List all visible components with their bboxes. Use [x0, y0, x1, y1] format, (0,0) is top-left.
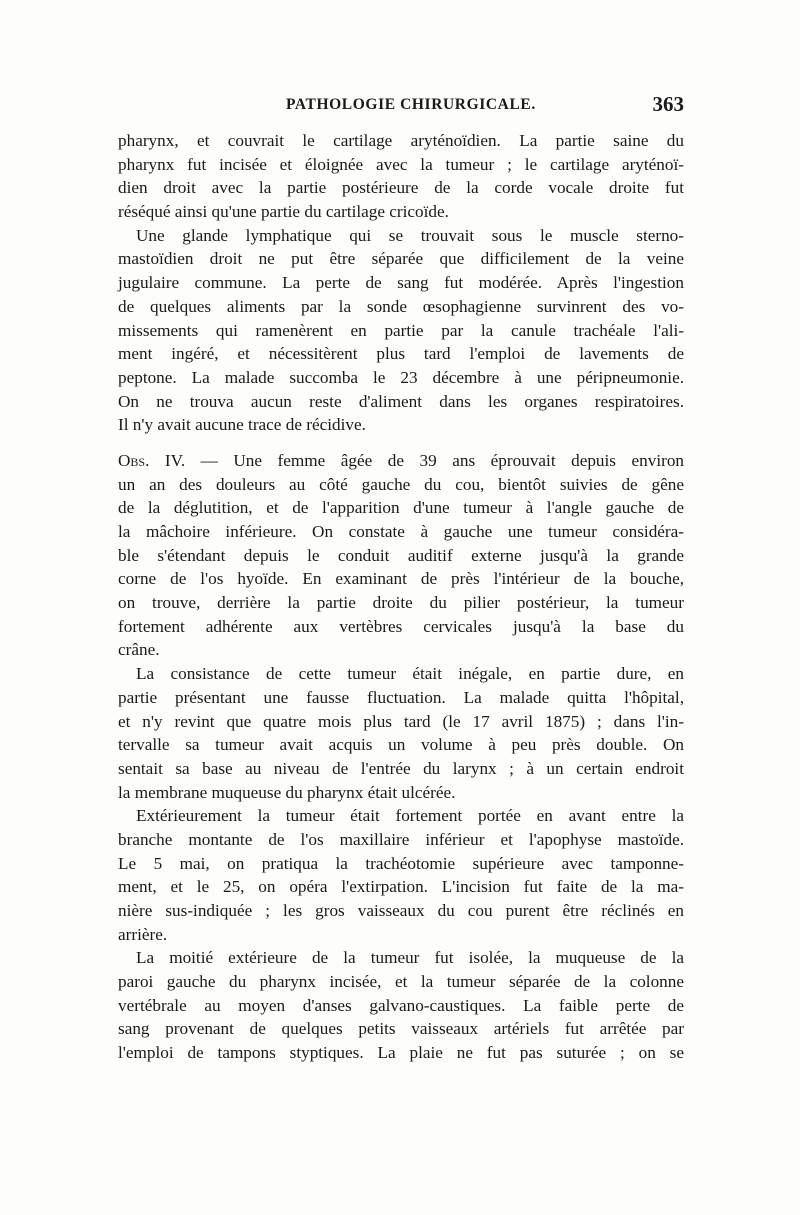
text-line: mastoïdien droit ne put être séparée que difficilement de la veine: [118, 249, 684, 269]
text-line: [118, 449, 684, 473]
text-line: peptone. La malade succomba le 23 décembre à une péripneumonie.: [118, 367, 684, 387]
text-line: de quelques aliments par la sonde œsophagienne survinrent des vo-: [118, 296, 684, 316]
text-line: crâne.: [118, 640, 160, 660]
paragraph-1: [118, 129, 684, 224]
text-line: Extérieurement la tumeur était fortement portée en avant entre la: [136, 806, 684, 826]
page-number: 363: [652, 92, 684, 116]
text-line: ment ingéré, et nécessitèrent plus tard l'emploi de lavements de: [118, 344, 684, 364]
text-line: de la déglutition, et de l'apparition d'une tumeur à l'angle gauche de: [118, 498, 684, 518]
text-line: fortement adhérente aux vertèbres cervicales jusqu'à la base du: [118, 616, 684, 636]
observation-first-line: — Une femme âgée de 39 ans éprouvait depuis environ: [200, 450, 685, 470]
observation-label: Obs. IV.: [118, 450, 186, 470]
text-line: ble s'étendant depuis le conduit auditif externe jusqu'à la grande: [118, 545, 684, 565]
text-line: On ne trouva aucun reste d'aliment dans les organes respiratoires.: [118, 391, 684, 411]
text-line: tervalle sa tumeur avait acquis un volume à peu près double. On: [118, 735, 684, 755]
text-line: et n'y revint que quatre mois plus tard (le 17 avril 1875) ; dans l'in-: [118, 711, 684, 731]
text-line: La moitié extérieure de la tumeur fut isolée, la muqueuse de la: [136, 948, 684, 968]
text-line: partie présentant une fausse fluctuation. La malade quitta l'hôpital,: [118, 687, 684, 707]
text-line: paroi gauche du pharynx incisée, et la tumeur séparée de la colonne: [118, 972, 684, 992]
text-line: jugulaire commune. La perte de sang fut modérée. Après l'ingestion: [118, 273, 684, 293]
paragraph-4: [118, 662, 684, 804]
text-line: la membrane muqueuse du pharynx était ulcérée.: [118, 782, 456, 802]
observation-iv: [118, 449, 684, 662]
text-line: branche montante de l'os maxillaire inférieur et l'apophyse mastoïde.: [118, 829, 684, 849]
text-line: vertébrale au moyen d'anses galvano-caustiques. La faible perte de: [118, 995, 684, 1015]
text-line: La consistance de cette tumeur était inégale, en partie dure, en: [136, 664, 684, 684]
running-title: PATHOLOGIE CHIRURGICALE.: [286, 96, 536, 113]
text-line: réséqué ainsi qu'une partie du cartilage cricoïde.: [118, 202, 449, 222]
text-line: corne de l'os hyoïde. En examinant de près l'intérieur de la bouche,: [118, 569, 684, 589]
text-line: missements qui ramenèrent en partie par la canule trachéale l'ali-: [118, 320, 684, 340]
paragraph-5: [118, 804, 684, 946]
body-text: [118, 129, 684, 1065]
paragraph-2: [118, 224, 684, 437]
text-line: pharynx, et couvrait le cartilage aryténoïdien. La partie saine du: [118, 131, 684, 150]
text-line: nière sus-indiquée ; les gros vaisseaux du cou purent être réclinés en: [118, 901, 684, 920]
text-line: Il n'y avait aucune trace de récidive.: [118, 415, 366, 435]
text-line: l'emploi de tampons styptiques. La plaie ne fut pas suturée ; on se: [118, 1043, 684, 1063]
section-gap: [118, 437, 684, 449]
text-line: dien droit avec la partie postérieure de la corde vocale droite fut: [118, 178, 684, 198]
text-line: arrière.: [118, 924, 168, 944]
text-line: un an des douleurs au côté gauche du cou, bientôt suivies de gêne: [118, 474, 684, 494]
text-line: sentait sa base au niveau de l'entrée du larynx ; à un certain endroit: [118, 758, 684, 778]
text-line: la mâchoire inférieure. On constate à gauche une tumeur considéra-: [118, 522, 684, 541]
text-line: ment, et le 25, on opéra l'extirpation. L'incision fut faite de la ma-: [118, 877, 684, 897]
page-header: [118, 92, 684, 122]
text-line: sang provenant de quelques petits vaisseaux artériels fut arrêtée par: [118, 1019, 684, 1039]
text-line: Le 5 mai, on pratiqua la trachéotomie supérieure avec tamponne-: [118, 853, 684, 873]
paragraph-6: [118, 946, 684, 1064]
text-line: pharynx fut incisée et éloignée avec la tumeur ; le cartilage aryténoï-: [118, 154, 684, 174]
text-line: on trouve, derrière la partie droite du pilier postérieur, la tumeur: [118, 593, 684, 613]
text-line: Une glande lymphatique qui se trouvait sous le muscle sterno-: [136, 225, 684, 245]
